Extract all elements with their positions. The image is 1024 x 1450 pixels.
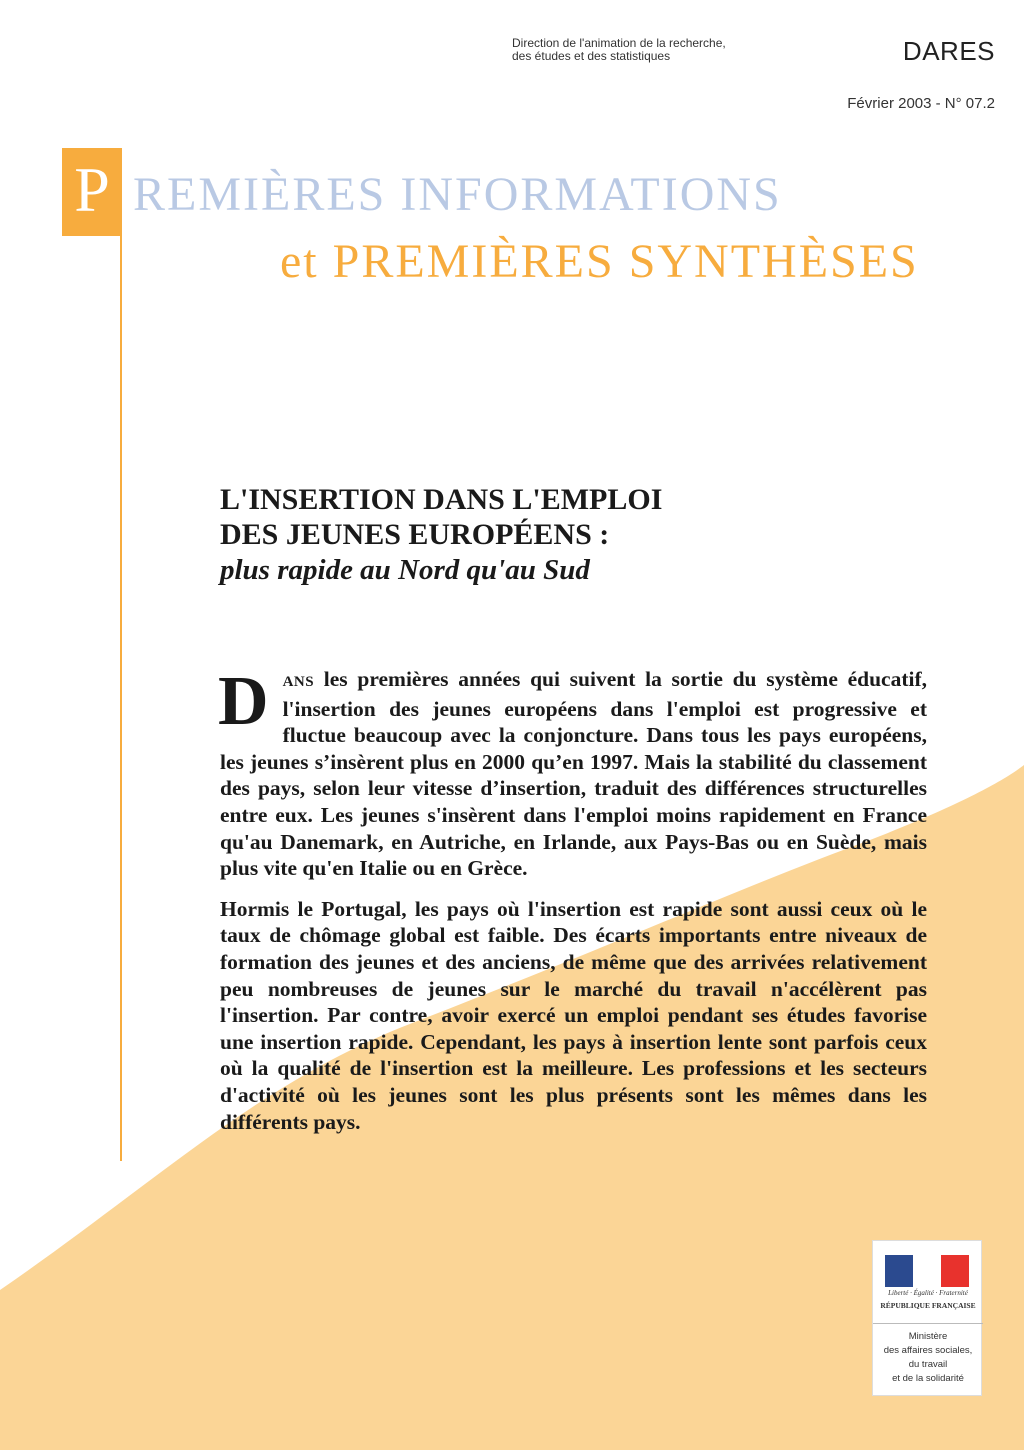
article-title: [220, 482, 780, 588]
article-title-line1: L'INSERTION DANS L'EMPLOI: [220, 483, 663, 516]
series-title-line1: REMIÈRES INFORMATIONS: [133, 168, 782, 221]
ministry-name: [875, 1330, 981, 1386]
drop-cap: D: [218, 663, 269, 740]
article-subtitle: plus rapide au Nord qu'au Sud: [220, 554, 590, 586]
publisher-name: DARES: [902, 36, 995, 66]
ministry-line3: du travail: [908, 1359, 948, 1370]
logo-divider: [873, 1323, 983, 1324]
series-initial-letter: P: [74, 154, 110, 225]
issue-date-number: Février 2003 - N° 07.2: [847, 95, 995, 112]
ministry-line1: Ministère: [908, 1331, 948, 1342]
publisher-direction-line2: des études et des statistiques: [512, 49, 671, 63]
summary-paragraph-2: Hormis le Portugal, les pays où l'insertion est rapide sont aussi ceux où le taux de chômage global est faible. Des écarts importants entre niveaux de formation des jeunes et des anciens, de même que des arrivées relativement peu nombreuses de jeunes sur le marché du travail n'accélèrent pas l'insertion. Par contre, avoir exercé un emploi pendant ses études favorise une insertion rapide. Cependant, les pays à insertion lente sont parfois ceux où la qualité de l'insertion est la meilleure. Les professions et les secteurs d'activité où les jeunes sont les plus présents sont les mêmes dans les différents pays.: [220, 896, 927, 1134]
series-title-line2: et PREMIÈRES SYNTHÈSES: [280, 235, 919, 288]
publisher-direction: [512, 37, 782, 63]
accent-vertical-rule: [120, 236, 122, 1161]
article-title-line2: DES JEUNES EUROPÉENS :: [220, 518, 610, 551]
ministry-logo: [872, 1240, 982, 1396]
logo-motto: Liberté · Égalité · Fraternité: [888, 1289, 968, 1297]
lead-smallcaps: ANS: [282, 674, 315, 690]
ministry-line2: des affaires sociales,: [883, 1345, 973, 1356]
ministry-line4: et de la solidarité: [892, 1373, 964, 1384]
summary-paragraph-1: [218, 663, 927, 882]
logo-republic: RÉPUBLIQUE FRANÇAISE: [880, 1301, 976, 1310]
publisher-direction-line1: Direction de l'animation de la recherche,: [512, 36, 726, 50]
series-initial-box: [62, 148, 122, 236]
paragraph-1-text: les premières années qui suivent la sortie du système éducatif, l'insertion des jeunes européens dans l'emploi est progressive et fluctue beaucoup avec la conjoncture. Dans tous les pays européens, les jeunes s’insèrent plus en 2000 qu’en 1997. Mais la stabilité du classement des pays, selon leur vitesse d’insertion, traduit des différences structurelles entre eux. Les jeunes s'insèrent dans l'emploi moins rapidement en France qu'au Danemark, en Autriche, en Irlande, aux Pays-Bas ou en Suède, mais plus vite qu'en Italie ou en Grèce.: [220, 667, 927, 881]
article-summary: [218, 663, 927, 1149]
marianne-flag-icon: [885, 1255, 969, 1287]
